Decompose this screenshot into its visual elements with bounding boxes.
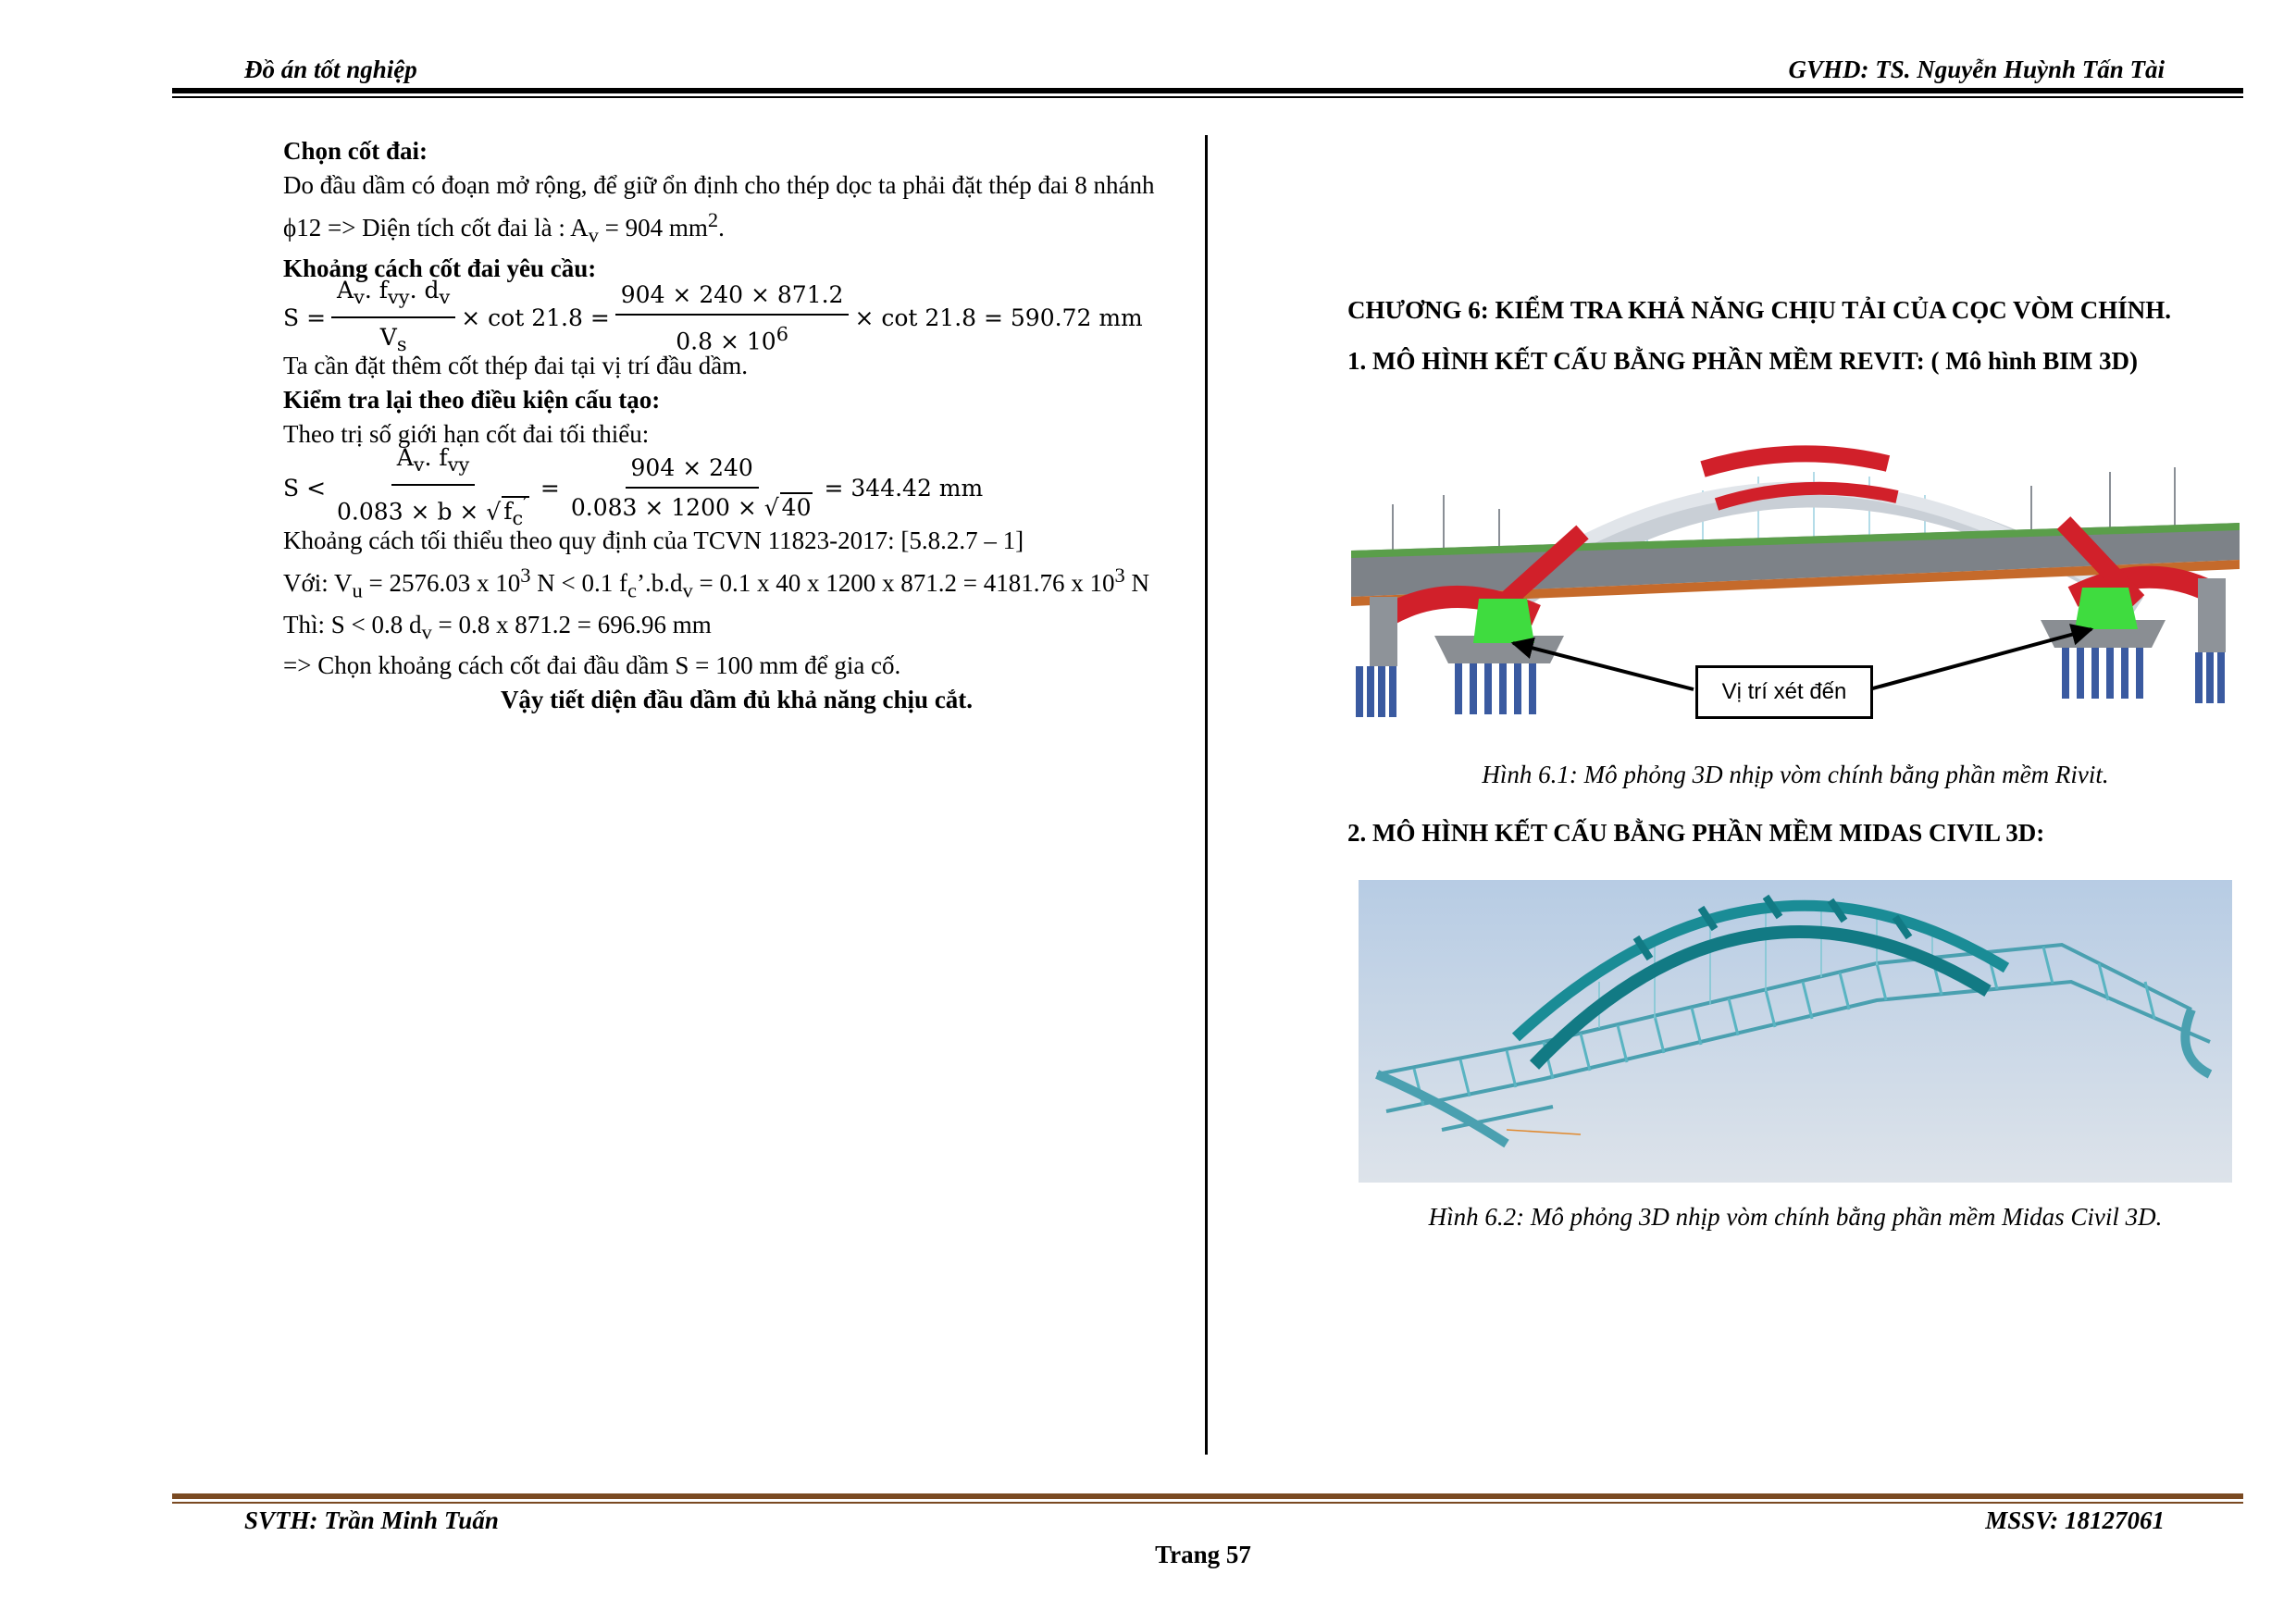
equation-required-spacing: S = $\frac{A_v. f_{vy}. d_v}{V_s}$ × cot 21.8 = $\frac{904 \times 240 \times 871.2}{0.8 \times 10^6}$ × cot 21.8 = 590.72 mm — [283, 286, 1190, 349]
figure-revit-bridge — [1351, 421, 2240, 726]
paragraph-2: ϕ12 => Diện tích cốt đai là : $A_v = 904$ $mm^2$. — [283, 208, 725, 247]
paragraph-4: Theo trị số giới hạn cốt đai tối thiểu: — [283, 420, 650, 449]
equation-min-spacing: S < $\frac{A_v. f_{vy}}{0.083 \times b \times √ f_c'}$ = $\frac{904 \times 240}{0.083 \times 1200 \times √ 40}$ = 344.42 mm — [283, 452, 1190, 524]
footer-left: SVTH: Trần Minh Tuấn — [244, 1506, 499, 1534]
heading-stirrup: Chọn cốt đai: — [283, 137, 428, 165]
footer-rule-thin — [172, 1502, 2243, 1504]
section-2-heading: 2. MÔ HÌNH KẾT CẤU BẰNG PHẦN MỀM MIDAS CIVIL 3D: — [1347, 819, 2045, 847]
midas-bridge-image — [1359, 880, 2232, 1183]
fraction-formula: $\frac{A_v. f_{vy}. d_v}{V_s}$ — [331, 273, 455, 362]
paragraph-1: Do đầu dầm có đoạn mở rộng, để giữ ổn định cho thép dọc ta phải đặt thép đai 8 nhánh — [283, 171, 1155, 199]
page-number: Trang 57 — [1155, 1541, 1251, 1568]
fraction-values: $\frac{904 \times 240 \times 871.2}{0.8 \times 10^6}$ — [615, 278, 850, 358]
heading-spacing: Khoảng cách cốt đai yêu cầu: — [283, 254, 597, 283]
footer-right: MSSV: 18127061 — [1985, 1506, 2165, 1534]
paragraph-6: Với: $V_u = 2576.03$ x $10^3$ N < 0.1 $f_c’.b.d_v = 0.1$ x 40 x 1200 x 871.2 = 4181.76 x $10^3$ N — [283, 564, 1149, 602]
heading-check: Kiểm tra lại theo điều kiện cấu tạo: — [283, 386, 661, 415]
header-rule-thick — [172, 88, 2243, 93]
fraction-values-2: $\frac{904 \times 240}{0.083 \times 1200 \times √ 40}$ — [565, 451, 819, 525]
footer-rule-thick — [172, 1493, 2243, 1499]
chapter-title: CHƯƠNG 6: KIỂM TRA KHẢ NĂNG CHỊU TẢI CỦA CỌC VÒM CHÍNH. — [1347, 296, 2172, 324]
paragraph-8: => Chọn khoảng cách cốt đai đầu dầm S = 100 mm để gia cố. — [283, 651, 901, 680]
header-right: GVHD: TS. Nguyễn Huỳnh Tấn Tài — [1788, 56, 2165, 83]
header-left: Đồ án tốt nghiệp — [244, 56, 417, 83]
figure-2-caption: Hình 6.2: Mô phỏng 3D nhịp vòm chính bằng phần mềm Midas Civil 3D. — [1428, 1203, 2163, 1231]
left-column — [283, 134, 1190, 717]
fraction-formula-2: $\frac{A_v. f_{vy}}{0.083 \times b \times √ f_c'}$ — [331, 440, 535, 536]
conclusion: Vậy tiết diện đầu dầm đủ khả năng chịu cắt. — [500, 686, 974, 714]
section-1-heading: 1. MÔ HÌNH KẾT CẤU BẰNG PHẦN MỀM REVIT: ( Mô hình BIM 3D) — [1347, 347, 2139, 375]
location-label: Vị trí xét đến — [1695, 665, 1873, 719]
figure-midas-bridge — [1359, 880, 2232, 1183]
figure-1-caption: Hình 6.1: Mô phỏng 3D nhịp vòm chính bằng phần mềm Rivit. — [1482, 761, 2109, 788]
paragraph-7: Thì: S < 0.8 $d_v = 0.8$ x 871.2 = 696.96 mm — [283, 610, 712, 644]
paragraph-3: Ta cần đặt thêm cốt thép đai tại vị trí đầu dầm. — [283, 352, 748, 380]
column-divider — [1205, 135, 1208, 1455]
paragraph-5: Khoảng cách tối thiểu theo quy định của TCVN 11823-2017: [5.8.2.7 – 1] — [283, 527, 1024, 555]
header-rule-thin — [172, 96, 2243, 98]
